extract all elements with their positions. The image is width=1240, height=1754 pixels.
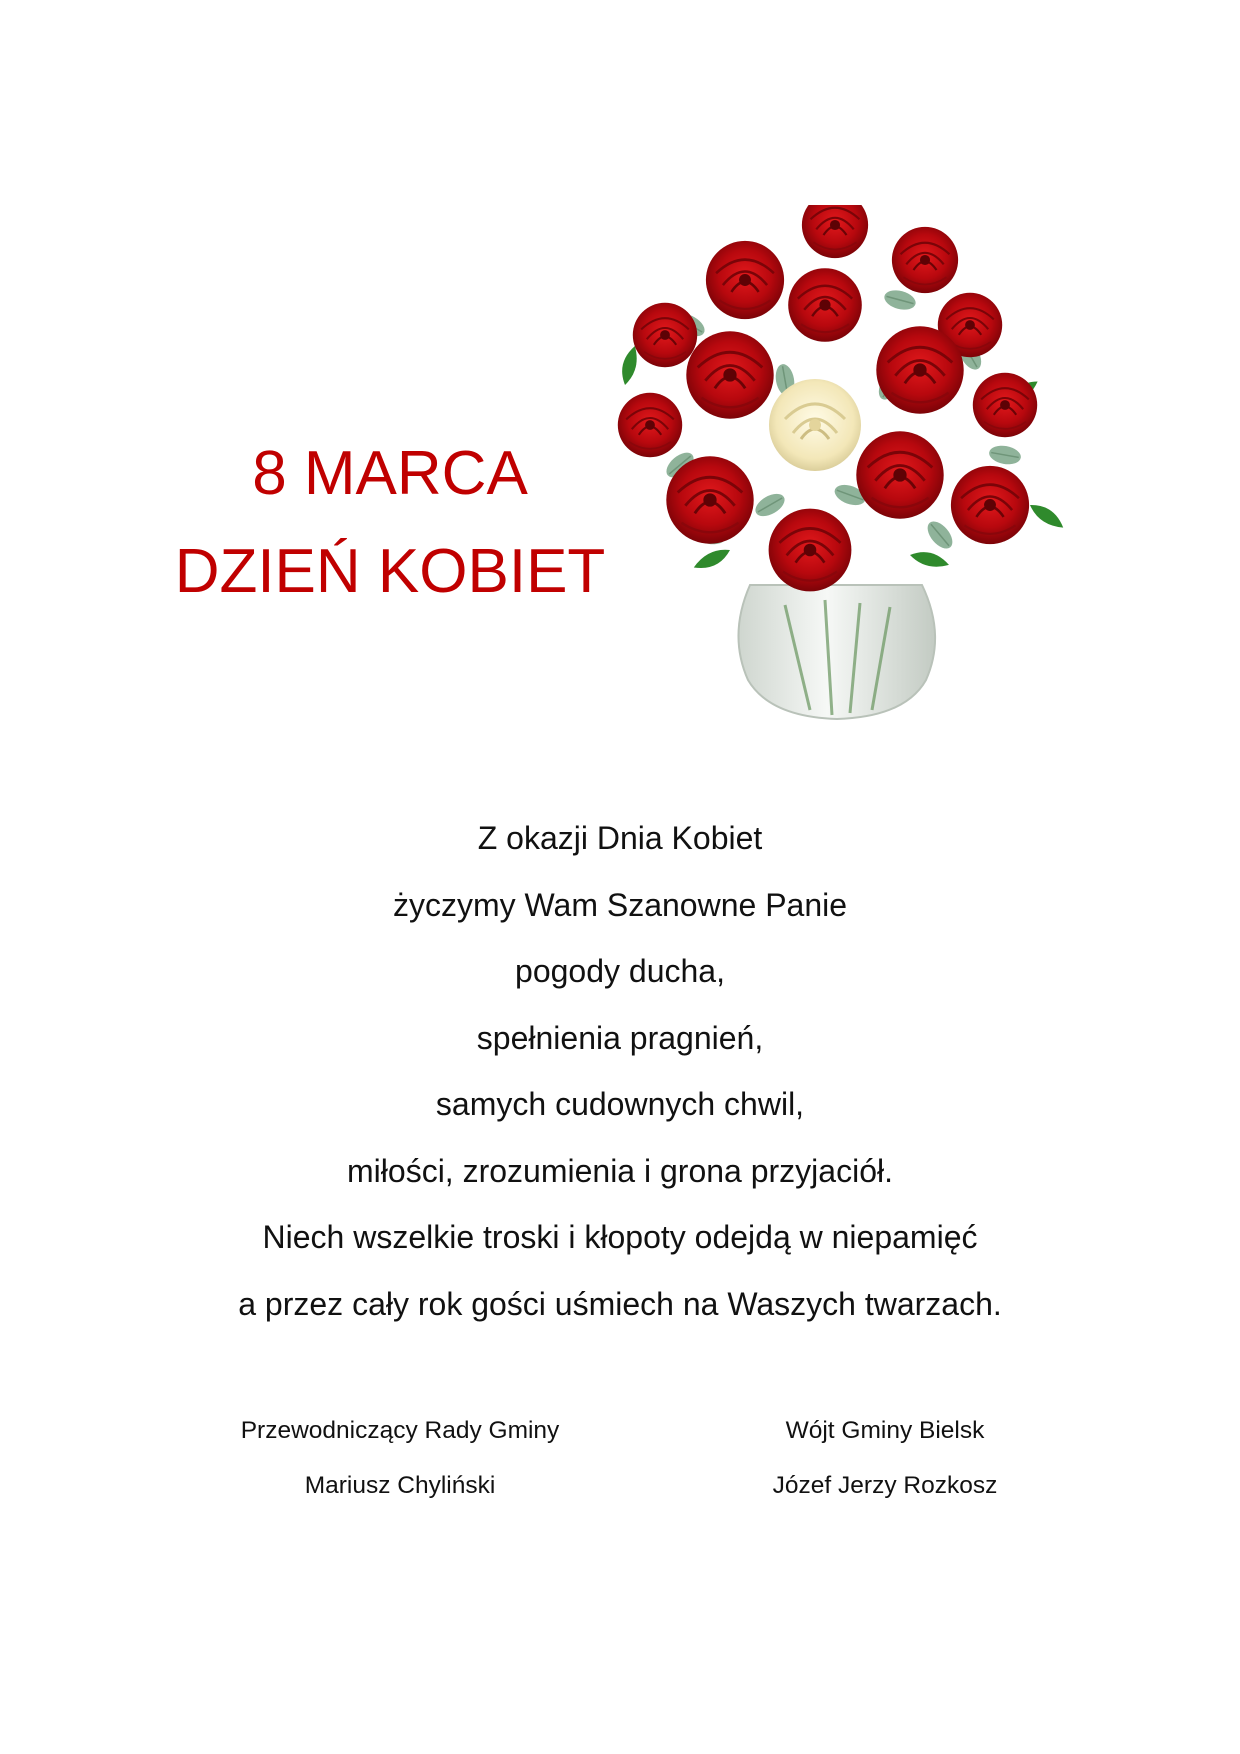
- greeting-line: samych cudownych chwil,: [435, 1086, 805, 1122]
- greeting-text: [100, 805, 1140, 1337]
- signature-role: Przewodniczący Rady Gminy: [240, 1417, 560, 1444]
- signature-name: Mariusz Chyliński: [304, 1472, 496, 1499]
- greeting-line: a przez cały rok gości uśmiech na Waszych twarzach.: [238, 1285, 1002, 1322]
- signature-name: Józef Jerzy Rozkosz: [772, 1472, 998, 1499]
- title-occasion: DZIEŃ KOBIET: [174, 537, 606, 606]
- signature-mayor: [735, 1403, 1035, 1513]
- greeting-line: spełnienia pragnień,: [476, 1019, 764, 1056]
- greeting-line: miłości, zrozumienia i grona przyjaciół.: [347, 1152, 893, 1189]
- signature-role: Wójt Gminy Bielsk: [785, 1417, 985, 1444]
- greeting-line: pogody ducha,: [515, 953, 725, 989]
- greeting-line: życzymy Wam Szanowne Panie: [392, 886, 848, 923]
- signature-council-chair: [200, 1403, 600, 1513]
- greeting-line: Z okazji Dnia Kobiet: [477, 820, 763, 856]
- rose-bouquet-image: [610, 205, 1065, 725]
- greeting-line: Niech wszelkie troski i kłopoty odejdą w niepamięć: [262, 1219, 978, 1255]
- title-date: 8 MARCA: [252, 439, 528, 508]
- page-title: [160, 425, 620, 621]
